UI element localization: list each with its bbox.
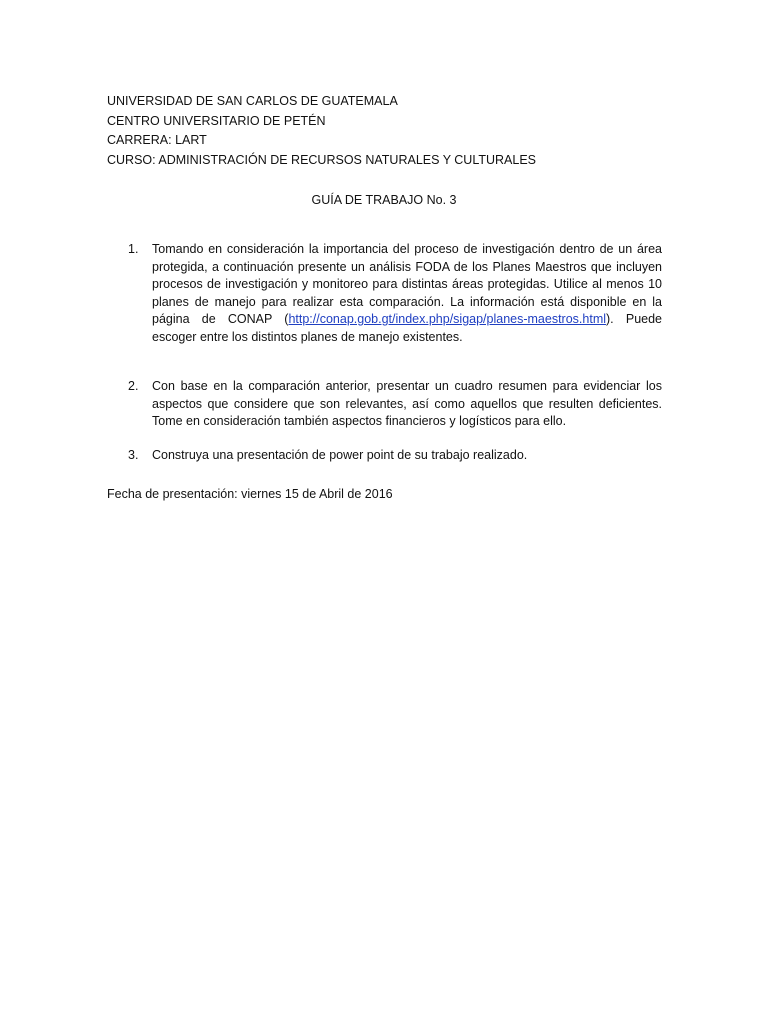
item-number: 2. (128, 379, 139, 393)
item-text: Construya una presentación de power point de su trabajo realizado. (152, 447, 528, 462)
item-text-before: Tomando en consideración la importancia del proceso de investigación dentro de un área protegida, a continuación presente un análisis FODA de los Planes Maestros que incluyen procesos de investigación y monitoreo para distintas áreas protegidas. Utilice al menos 10 planes de manejo para realizar esta comparación. La información está disponible en la página de CONAP ( (152, 242, 662, 326)
item-number: 3. (128, 447, 139, 462)
university-name: UNIVERSIDAD DE SAN CARLOS DE GUATEMALA (107, 94, 398, 108)
item-text: Con base en la comparación anterior, presentar un cuadro resumen para evidenciar los aspectos que considere que son relevantes, así como aquellos que resulten deficientes. Tome en consideración también aspectos financieros y logísticos para ello. (152, 379, 662, 428)
item-text (152, 241, 662, 346)
document-title: GUÍA DE TRABAJO No. 3 (311, 193, 457, 207)
course-line: CURSO: ADMINISTRACIÓN DE RECURSOS NATURALES Y CULTURALES (107, 152, 537, 167)
conap-link[interactable]: http://conap.gob.gt/index.php/sigap/planes-maestros.html (288, 312, 607, 326)
instructions-list (128, 241, 662, 464)
presentation-date: Fecha de presentación: viernes 15 de Abril de 2016 (107, 487, 393, 501)
item-text-after: ). Puede escoger entre los distintos planes de manejo existentes. (152, 312, 662, 344)
document-header (107, 92, 667, 170)
list-item (128, 378, 662, 431)
list-item (128, 447, 662, 465)
career-line: CARRERA: LART (107, 133, 207, 147)
center-name: CENTRO UNIVERSITARIO DE PETÉN (107, 113, 326, 128)
item-number: 1. (128, 242, 139, 256)
list-item (128, 241, 662, 346)
